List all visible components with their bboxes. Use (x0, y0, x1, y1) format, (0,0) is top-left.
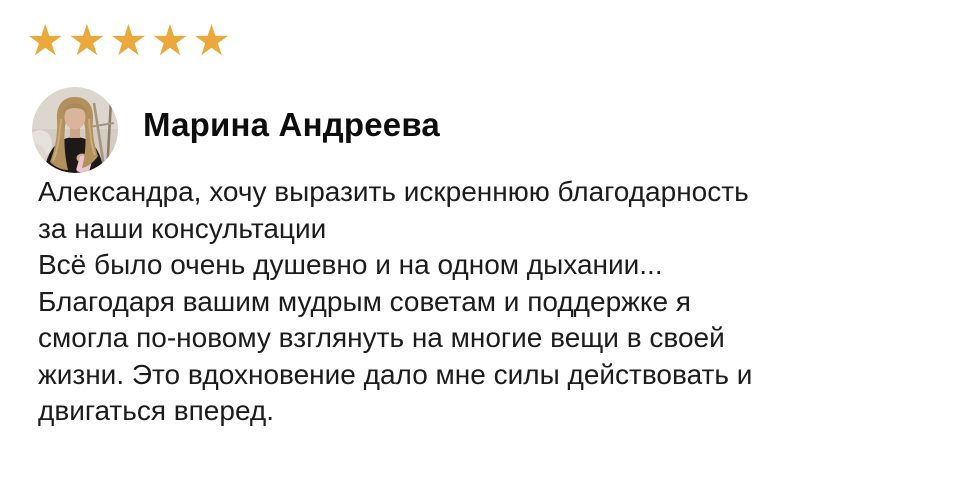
review-line: смогла по-новому взглянуть на многие вещи в своей (38, 322, 725, 353)
avatar (32, 87, 118, 173)
review-line: Всё было очень душевно и на одном дыхании... (38, 249, 663, 280)
review-line: двигаться вперед. (38, 395, 275, 426)
review-line: за наши консультации (38, 212, 327, 244)
review-line: Александра, хочу выразить искреннюю благодарность (38, 176, 749, 207)
reviewer-name: Марина Андреева (143, 106, 440, 143)
star-rating (26, 18, 234, 65)
star-icon: ★ (109, 17, 151, 65)
review-text (38, 174, 918, 430)
avatar-photo-illustration (32, 87, 118, 173)
star-icon: ★ (26, 17, 68, 65)
star-icon: ★ (67, 17, 110, 65)
star-icon: ★ (150, 17, 193, 65)
star-icon: ★ (192, 17, 234, 65)
review-line: Благодаря вашим мудрым советам и поддержке я (38, 285, 691, 317)
review-line: жизни. Это вдохновение дало мне силы действовать и (38, 358, 753, 390)
